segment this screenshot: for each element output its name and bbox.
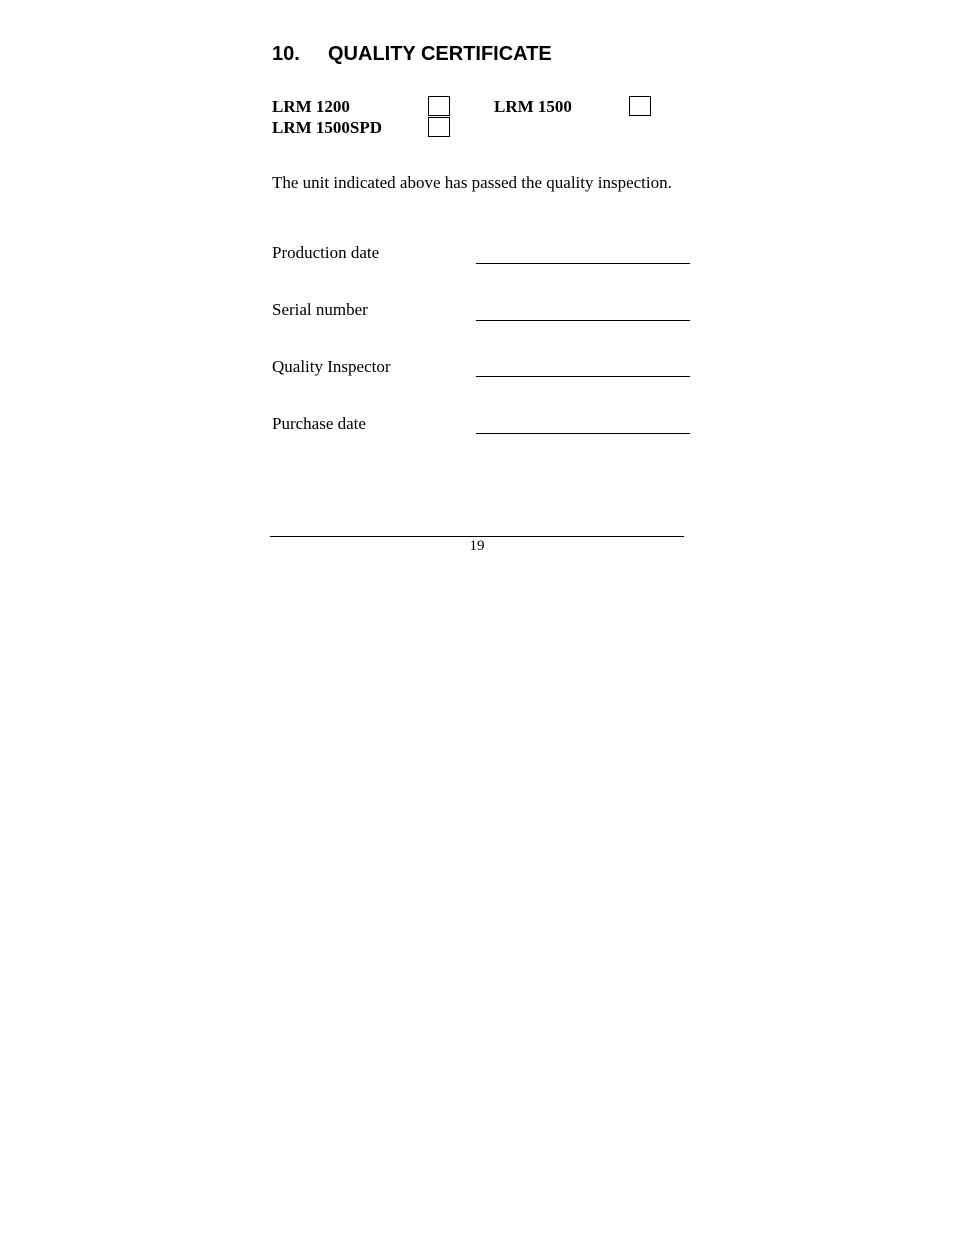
field-label-quality-inspector: Quality Inspector [272,357,391,376]
model-label-lrm-1500spd: LRM 1500SPD [272,118,383,137]
field-label-production-date: Production date [272,243,380,262]
quality-inspector-field[interactable] [476,376,690,377]
checkbox-lrm-1500[interactable] [629,96,651,116]
purchase-date-field[interactable] [476,433,690,434]
production-date-field[interactable] [476,263,690,264]
field-label-purchase-date: Purchase date [272,414,366,433]
model-label-lrm-1200: LRM 1200 [272,97,350,116]
page-number: 19 [469,538,485,554]
field-label-serial-number: Serial number [272,300,368,319]
section-heading [272,41,552,67]
serial-number-field[interactable] [476,320,690,321]
checkbox-lrm-1200[interactable] [428,96,450,116]
model-label-lrm-1500: LRM 1500 [494,97,572,116]
checkbox-lrm-1500spd[interactable] [428,117,450,137]
inspection-statement: The unit indicated above has passed the quality inspection. [272,173,672,192]
section-title: QUALITY CERTIFICATE [328,43,552,65]
section-number: 10. [272,43,300,65]
